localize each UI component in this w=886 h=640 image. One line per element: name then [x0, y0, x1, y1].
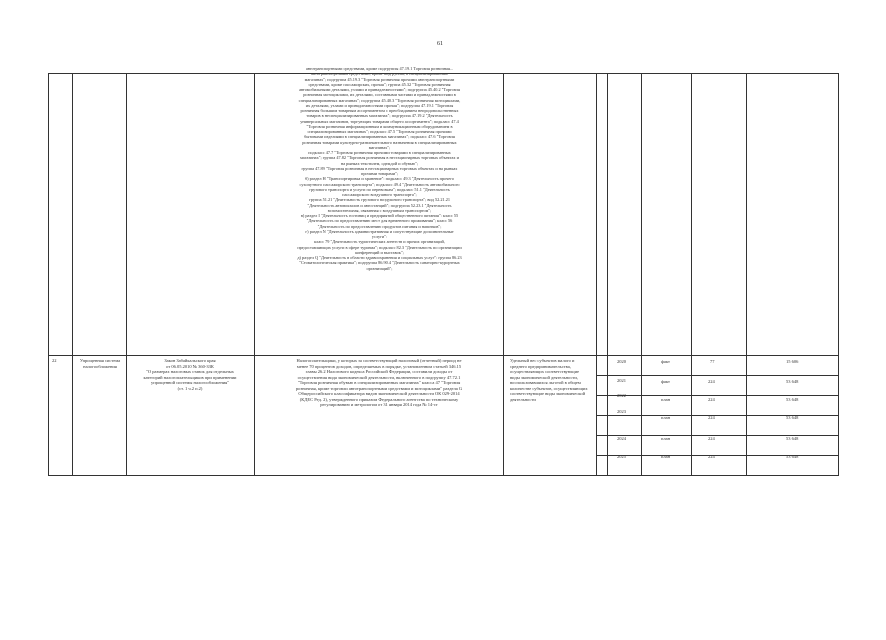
text-line: автомобильными деталями, узлами и принадлежностями"; подгруппа 45.40.2 "Торговля [299, 87, 460, 92]
year-cell: 2020 [617, 359, 626, 364]
col-line-0 [48, 73, 49, 476]
value-cell: 224 [708, 454, 715, 459]
text-line: сухопутного пассажирского транспорта"; подкласс 49.4 "Деятельность автомобильного [299, 181, 460, 187]
text-line: автотранспортными средствами, кроме подгруппы 47.19.1 Торговля розничная... [305, 66, 454, 71]
text-line: их деталями, узлами и принадлежностями прочая"; подгруппа 47.19.1 "Торговля [305, 102, 454, 108]
col-line-3 [254, 73, 255, 476]
text-line: "Деятельность автовокзалов и автостанций"; подгруппа 52.23.1 "Деятельность [307, 202, 452, 208]
text-line: организаций"; [366, 265, 393, 271]
law-reference [128, 358, 252, 391]
text-line: на рынках текстилем, одеждой и обувью"; [340, 160, 419, 166]
benefit-description [256, 358, 502, 408]
text-line: Общероссийского классификатора видов экономической деятельности ОК 029-2014 [298, 391, 460, 396]
text-line: предоставляющих услуги в сфере туризма"; подкласс 82.3 "Деятельность по организации [297, 244, 462, 250]
text-line: розничная большим товарным ассортиментом с преобладанием непродовольственных [300, 108, 459, 113]
text-line: в) раздел I "Деятельность гостиниц и предприятий общественного питания": класс 55 [300, 213, 459, 218]
type-cell: факт [661, 379, 671, 384]
text-line: средствами, кроме пассажирских, прочая"; группа 45.32 "Торговля розничная [308, 81, 451, 87]
text-line: осуществляющих соответствующие [510, 369, 580, 374]
text-line: товаров в неспециализированных магазинах"; подгруппа 47.19.2 "Деятельность [306, 113, 453, 119]
total-cell: 53 648 [786, 436, 799, 441]
text-line: Налогоплательщики, у которых за соответствующий налоговый (отчетный) период не [296, 358, 462, 363]
text-line: соответствующие виды экономической [510, 391, 585, 396]
text-line: группа 47.89 "Торговля розничная в нестационарных торговых объектах и на рынках [301, 165, 458, 171]
text-line: универсальных магазинов, торгующих товарами общего ассортимента"; подкласс 47.4 [300, 118, 459, 124]
text-line: "Деятельность по предоставлению мест для временного проживания"; класс 56 [306, 218, 453, 224]
text-line: б) раздел H "Транспортировка и хранение": подкласс 49.3 "Деятельность прочего [304, 176, 455, 182]
text-line: д) раздел Q "Деятельность в области здравоохранения и социальных услуг": группа 86.23 [297, 255, 462, 260]
type-cell: план [661, 415, 671, 420]
table-bottom-border [48, 475, 838, 476]
year-cell: 2025 [617, 454, 626, 459]
text-line: виды экономической деятельности, [510, 374, 578, 380]
text-line: конференций и выставок"; [355, 249, 404, 255]
text-line: пассажирского воздушного транспорта"; [342, 192, 417, 197]
year-cell: 2023 [617, 409, 626, 414]
text-line: магазинах"; группа 47.82 "Торговля розничная в нестационарных торговых объектах и [300, 155, 459, 161]
continuation-text [258, 66, 501, 271]
text-line: магазинах"; [368, 144, 391, 150]
col-line-10 [838, 73, 839, 476]
tax-name: Упрощенная система налогообложения [79, 358, 121, 369]
value-cell: 224 [708, 397, 715, 402]
text-line: группа 51.21 "Деятельность грузового воздушного транспорта"; вид 52.21.21 [308, 197, 450, 203]
text-line: главы 26.2 Налогового кодекса Российской Федерации, составили доходы от [305, 369, 453, 374]
year-row-sep-1 [596, 375, 838, 376]
year-cell: 2024 [617, 436, 626, 441]
col-line-1 [72, 73, 73, 476]
type-cell: план [661, 454, 671, 459]
text-line: "Торговля розничная обувью в специализированных магазинах" класса 47 "Торговля [297, 380, 461, 385]
text-line: Закон Забайкальского края [164, 358, 216, 363]
text-line: вспомогательная, связанная с воздушным транспортом"; [327, 207, 432, 213]
year-cell: 2022 [617, 393, 626, 398]
text-line: бытовыми изделиями в специализированных магазинах"; подкласс 47.6 "Торговля [304, 134, 455, 140]
year-cell: 2021 [617, 378, 626, 383]
text-line: менее 70 процентов доходов, определяемых в порядке, установленном статьей 346.15 [296, 363, 462, 369]
text-line: прочими товарами"; [361, 171, 398, 176]
text-line: регулированию и метрологии от 31 января 2014 года № 14-ст [320, 402, 438, 407]
text-line: упрощенной системы налогообложения" [150, 380, 230, 385]
year-row-sep-5 [596, 455, 838, 456]
total-cell: 53 648 [786, 454, 799, 459]
type-cell: факт [661, 359, 671, 364]
text-line: воспользовавшихся льготой в общем [510, 380, 581, 385]
text-line: розничная товарами культурно-развлекательного назначения в специализированных [302, 139, 457, 145]
year-row-sep-4 [596, 435, 838, 436]
value-cell: 224 [708, 415, 715, 420]
text-line: "Деятельность по предоставлению продуктов питания и напитков"; [317, 223, 442, 229]
total-cell: 15 606 [786, 359, 799, 364]
text-line: специализированных магазинах"; подгруппа 45.40.3 "Торговля розничная мотоциклами, [298, 97, 461, 103]
total-cell: 53 648 [786, 415, 799, 420]
indicator-description [510, 358, 596, 402]
text-line: деятельности [510, 396, 536, 402]
text-line: категорий налогоплательщиков при применении [143, 374, 237, 380]
total-cell: 53 648 [786, 379, 799, 384]
text-line: класс 79 "Деятельность туристических агентств и прочих организаций, [314, 239, 445, 245]
year-row-sep-2 [596, 395, 838, 396]
text-line: грузового транспорта и услуги по перевозкам"; подкласс 51.1 "Деятельность [309, 186, 450, 192]
text-line: подкласс 47.7 "Торговля розничная прочими товарами в специализированных [308, 150, 451, 155]
text-line: розничная мотоциклами, их деталями, составными частями и принадлежностями в [303, 92, 456, 98]
text-line: "О размерах налоговых ставок для отдельных [146, 369, 234, 374]
row-separator [48, 355, 838, 356]
text-line: автотранспортными средствами, кроме подгруппы, а специализированных [311, 71, 448, 77]
text-line: магазинах"; подгруппа 45.19.3 "Торговля розничная прочими автотранспортными [304, 76, 455, 82]
text-line: от 06.05.2010 № 360-ЗЗК [166, 363, 214, 369]
value-cell: 224 [708, 379, 715, 384]
total-cell: 53 648 [786, 397, 799, 402]
text-line: специализированных магазинах"; подкласс 47.5 "Торговля розничная прочими [307, 129, 452, 134]
text-line: "Торговля розничная информационным и коммуникационным оборудованием в [306, 123, 453, 129]
text-line: (КДЕС Ред. 2), утвержденного приказом Федерального агентства по техническому [299, 396, 459, 402]
text-line: розничная, кроме торговли автотранспортными средствами и мотоциклами" раздела G [295, 385, 463, 391]
text-line: количестве субъектов, осуществляющих [510, 385, 588, 391]
year-row-sep-3 [596, 415, 838, 416]
type-cell: план [661, 397, 671, 402]
text-line: среднего предпринимательства, [510, 363, 571, 369]
col-line-2 [126, 73, 127, 476]
text-line: Удельный вес субъектов малого и [510, 358, 575, 363]
text-line: "Стоматологическая практика"; подгруппа 86.90.4 "Деятельность санаторно-курортных [299, 260, 460, 266]
text-line: услуги": [371, 234, 388, 239]
text-line: осуществления вида экономической деятельности, включенного в подгруппу 47.72.1 [297, 374, 461, 380]
col-line-4 [503, 73, 504, 476]
value-cell: 224 [708, 436, 715, 441]
type-cell: план [661, 436, 671, 441]
value-cell: 77 [710, 359, 715, 364]
row-number: 22 [52, 358, 57, 363]
text-line: г) раздел N "Деятельность административная и сопутствующие дополнительные [305, 228, 454, 234]
text-line: (ст. 1 ч.2 п.2) [177, 385, 203, 391]
page-number: 61 [437, 41, 443, 47]
